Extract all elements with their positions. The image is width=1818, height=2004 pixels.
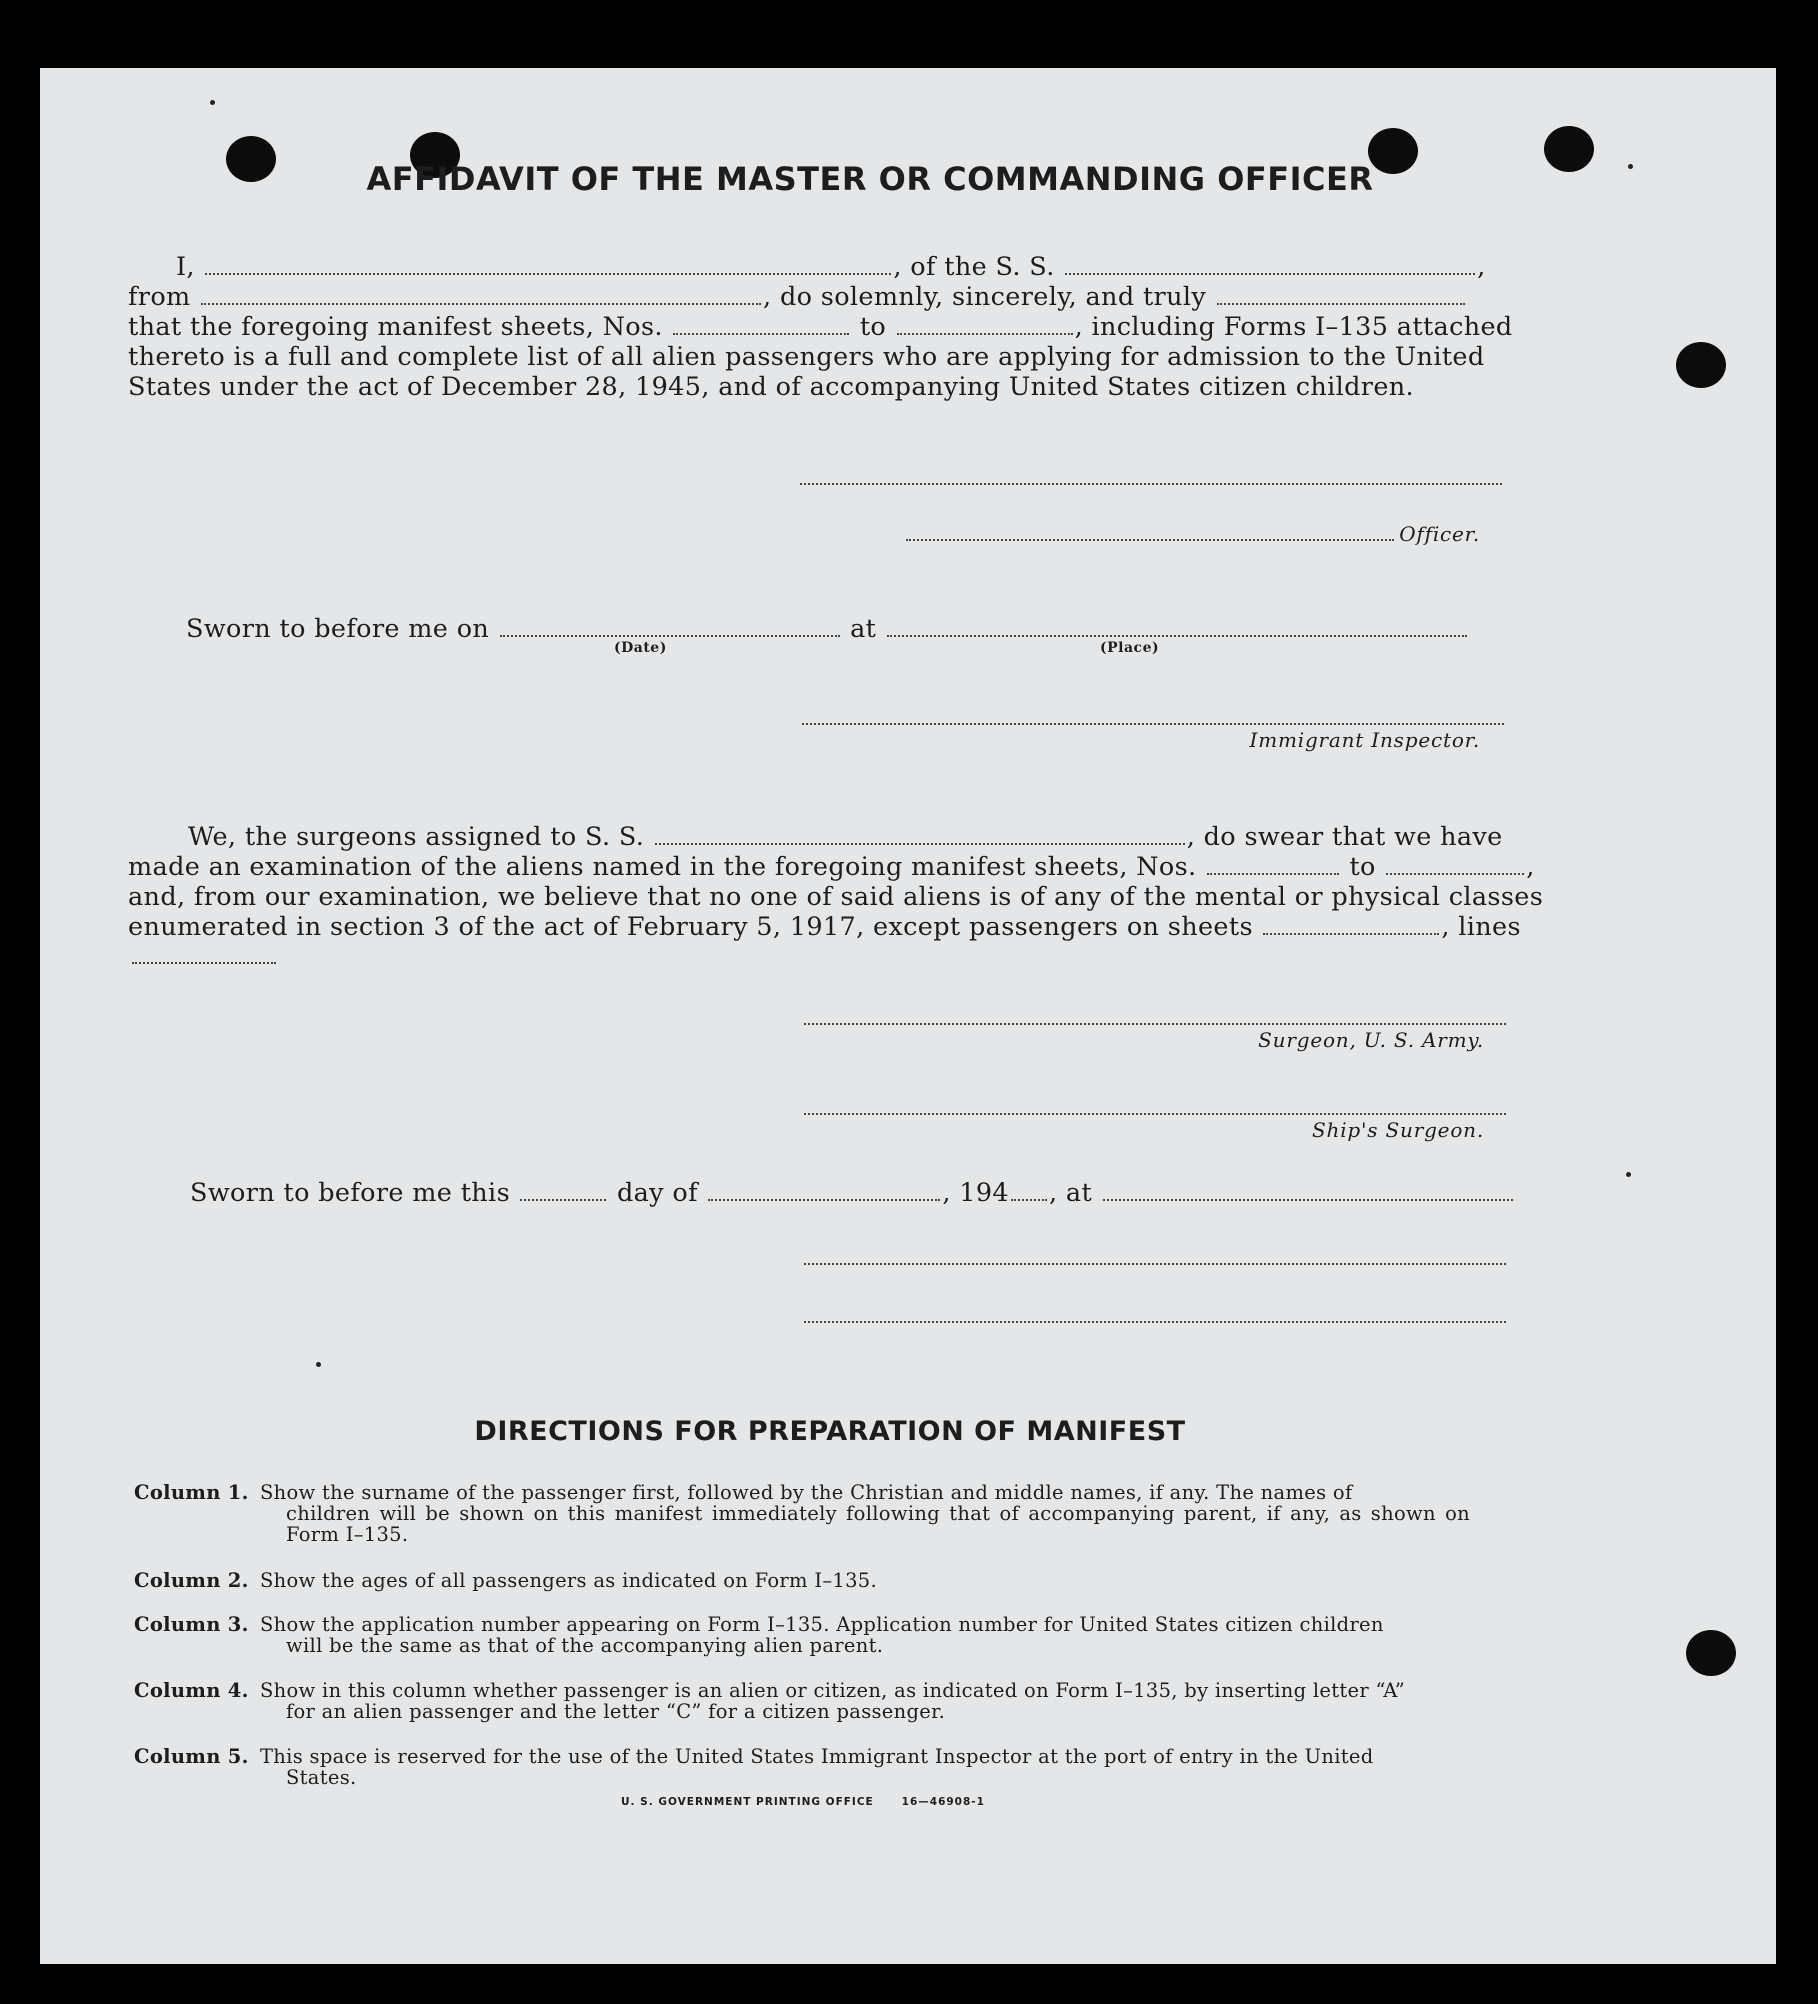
affidavit-line-4: thereto is a full and complete list of all alien passengers who are applying for admission to the United	[128, 342, 1485, 372]
master-signature-line[interactable]	[800, 482, 1502, 485]
direction-text: This space is reserved for the use of the United States Immigrant Inspector at the port of entry in the United	[260, 1745, 1374, 1768]
surgeons-line-2: made an examination of the aliens named in the foregoing manifest sheets, Nos. to ,	[128, 852, 1535, 882]
surgeon-ship-field[interactable]	[655, 823, 1185, 845]
direction-label: Column 4.	[134, 1679, 249, 1702]
except-sheets-field[interactable]	[1263, 913, 1439, 935]
official-signature-line[interactable]	[804, 1262, 1506, 1265]
sheet-to-field[interactable]	[897, 313, 1073, 335]
ship-name-field[interactable]	[1065, 253, 1475, 275]
sworn-date-field[interactable]	[500, 615, 840, 637]
ship-surgeon-caption: Ship's Surgeon.	[1312, 1118, 1484, 1142]
printer-footer: U. S. GOVERNMENT PRINTING OFFICE 16—46908-1	[621, 1796, 985, 1808]
inspector-signature-line[interactable]	[802, 722, 1504, 725]
direction-label: Column 5.	[134, 1745, 249, 1768]
direction-text: Show in this column whether passenger is an alien or citizen, as indicated on Form I–135, by inserting letter “A”	[260, 1679, 1406, 1702]
date-label: (Date)	[614, 640, 667, 656]
sworn-year-field[interactable]	[1011, 1179, 1047, 1201]
sheet-from-field[interactable]	[673, 313, 849, 335]
surgeon-sheet-to-field[interactable]	[1386, 853, 1524, 875]
place-label: (Place)	[1100, 640, 1160, 656]
speck	[316, 1362, 321, 1367]
direction-text: Show the application number appearing on Form I–135. Application number for United States citizen children	[260, 1613, 1384, 1636]
surgeons-line-4: enumerated in section 3 of the act of February 5, 1917, except passengers on sheets , lines	[128, 912, 1521, 942]
sworn-day-field[interactable]	[520, 1179, 606, 1201]
affidavit-line-1: I, , of the S. S. ,	[176, 252, 1486, 282]
direction-label: Column 1.	[134, 1481, 249, 1504]
affidavit-line-2: from , do solemnly, sincerely, and truly	[128, 282, 1508, 312]
surgeon-sheet-from-field[interactable]	[1207, 853, 1339, 875]
speck	[210, 100, 215, 105]
sworn-at-field[interactable]	[1103, 1179, 1513, 1201]
directions-title: DIRECTIONS FOR PREPARATION OF MANIFEST	[474, 1416, 1186, 1447]
direction-text: Show the ages of all passengers as indicated on Form I–135.	[260, 1569, 877, 1592]
sworn-month-field[interactable]	[708, 1179, 940, 1201]
officer-caption: Officer.	[1399, 522, 1480, 546]
punch-hole	[1686, 1630, 1736, 1676]
inspector-caption: Immigrant Inspector.	[1249, 728, 1480, 752]
from-port-field[interactable]	[201, 283, 761, 305]
surgeons-line-3: and, from our examination, we believe that no one of said aliens is of any of the mental or physical classes	[128, 882, 1544, 912]
punch-hole	[1676, 342, 1726, 388]
direction-text-continued: for an alien passenger and the letter “C” for a citizen passenger.	[286, 1700, 946, 1723]
name-field[interactable]	[205, 253, 891, 275]
truly-field[interactable]	[1217, 283, 1465, 305]
surgeons-line-1: We, the surgeons assigned to S. S. , do swear that we have	[188, 822, 1503, 852]
sworn-line-1: Sworn to before me on at	[128, 614, 1508, 644]
sworn-place-field[interactable]	[887, 615, 1467, 637]
official-title-line[interactable]	[804, 1320, 1506, 1323]
direction-label: Column 2.	[134, 1569, 249, 1592]
direction-text: Show the surname of the passenger first, followed by the Christian and middle names, if any. The names of	[260, 1481, 1353, 1504]
affidavit-line-3: that the foregoing manifest sheets, Nos. to , including Forms I–135 attached	[128, 312, 1513, 342]
speck	[1626, 1172, 1631, 1177]
officer-signature-line[interactable]	[906, 538, 1394, 541]
lines-field[interactable]	[132, 961, 276, 964]
page-title: AFFIDAVIT OF THE MASTER OR COMMANDING OFFICER	[366, 160, 1374, 198]
direction-label: Column 3.	[134, 1613, 249, 1636]
direction-text-continued: States.	[286, 1766, 357, 1789]
form-page	[40, 68, 1776, 1964]
army-surgeon-caption: Surgeon, U. S. Army.	[1258, 1028, 1484, 1052]
ship-surgeon-signature-line[interactable]	[804, 1112, 1506, 1115]
affidavit-line-5: States under the act of December 28, 1945, and of accompanying United States citizen children.	[128, 372, 1415, 402]
sworn-line-2: Sworn to before me this day of , 194 , at	[128, 1178, 1508, 1208]
direction-text-continued: children will be shown on this manifest immediately following that of accompanying parent, if any, as shown on Form I–135.	[286, 1502, 1470, 1546]
army-surgeon-signature-line[interactable]	[804, 1022, 1506, 1025]
direction-text-continued: will be the same as that of the accompanying alien parent.	[286, 1634, 884, 1657]
